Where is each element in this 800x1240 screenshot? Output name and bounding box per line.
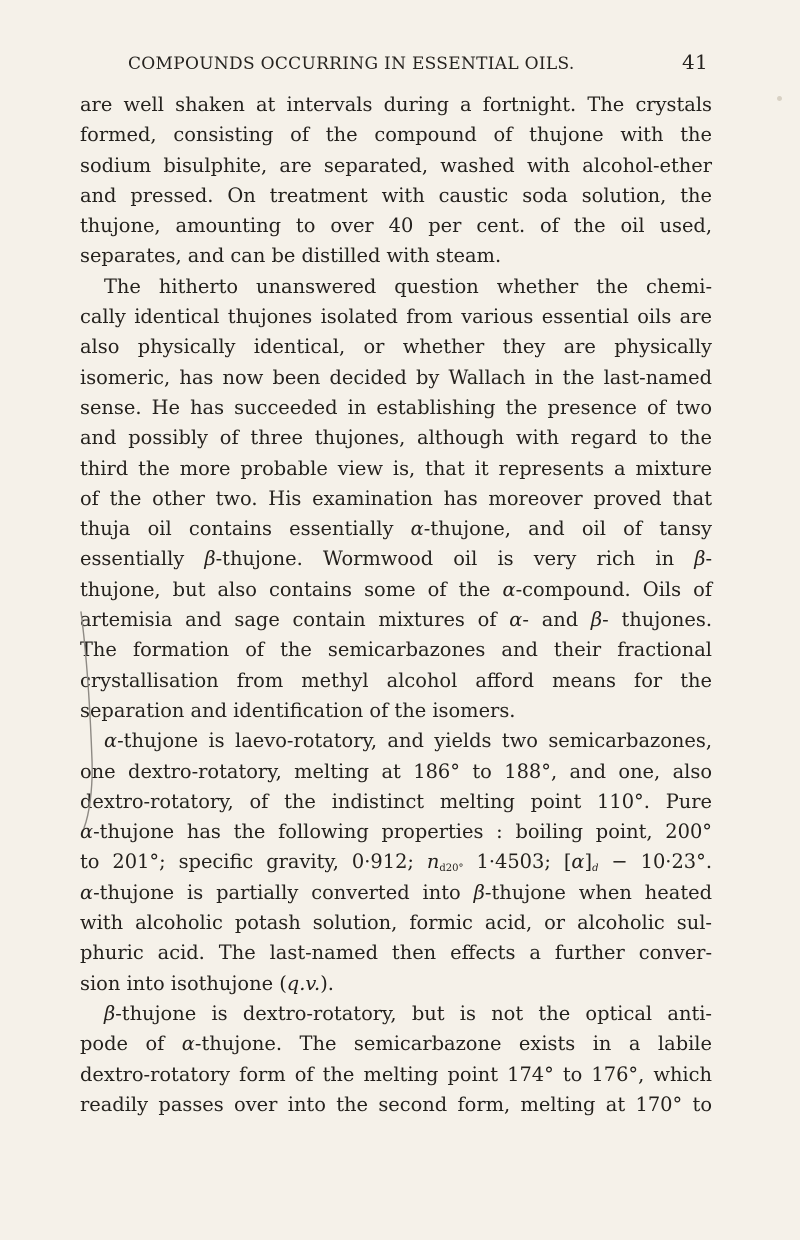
text-line: dextro-rotatory, of the indistinct melting point 110°. Pure: [80, 789, 712, 813]
text-line: third the more probable view is, that it represents a mixture: [80, 456, 712, 480]
text-fragment: -thujone is dextro-rotatory, but is not the optical anti-: [115, 1001, 712, 1025]
text-fragment: -thujone is laevo-rotatory, and yields two semicarbazones,: [117, 729, 712, 753]
text-line-17: [80, 575, 712, 605]
text-line-16: [80, 544, 712, 574]
text-line-32: [80, 1029, 712, 1059]
text-fragment: ).: [320, 971, 334, 995]
text-fragment: to 201°; specific gravity, 0·912;: [80, 850, 427, 874]
greek-beta: β: [590, 608, 603, 632]
greek-alpha: α: [80, 820, 94, 844]
text-fragment: sion into isothujone (: [80, 971, 287, 995]
qv-abbreviation: q.v.: [286, 971, 321, 995]
text-fragment: - and: [522, 608, 591, 632]
text-fragment: -: [705, 547, 712, 571]
paper-speck: [777, 96, 782, 101]
text-line-15: [80, 514, 712, 544]
text-line: isomeric, has now been decided by Wallach in the last-named: [80, 365, 712, 389]
text-line: cally identical thujones isolated from various essential oils are: [80, 305, 712, 329]
text-line: readily passes over into the second form, melting at 170° to: [80, 1092, 712, 1116]
text-line: one dextro-rotatory, melting at 186° to 188°, and one, also: [80, 759, 712, 783]
text-line: are well shaken at intervals during a fortnight. The crystals: [80, 93, 712, 116]
text-line: thujone, amounting to over 40 per cent. of the oil used,: [80, 214, 712, 238]
text-line: separation and identification of the isomers.: [80, 698, 516, 722]
text-line: separates, and can be distilled with steam.: [80, 244, 502, 268]
greek-beta: β: [694, 547, 706, 571]
text-fragment: -thujone has the following properties : boiling point, 200°: [93, 820, 712, 844]
text-fragment: -thujone when heated: [484, 880, 713, 904]
text-fragment: pode of: [80, 1032, 182, 1056]
greek-alpha: α: [410, 517, 424, 541]
text-fragment: 1·4503; [: [463, 850, 572, 874]
greek-beta: β: [104, 1001, 116, 1025]
text-fragment: thujone, but also contains some of the: [80, 577, 503, 601]
text-line: dextro-rotatory form of the melting point 174° to 176°, which: [80, 1062, 712, 1086]
running-head: [128, 50, 708, 74]
text-line: sodium bisulphite, are separated, washed with alcohol-ether: [80, 153, 712, 177]
text-line-30: [80, 969, 712, 999]
text-fragment: -thujone. The semicarbazone exists in a labile: [194, 1032, 712, 1056]
text-fragment: -compound. Oils of: [515, 577, 713, 601]
margin-pencil-mark: [78, 610, 98, 830]
greek-alpha: α: [571, 850, 585, 874]
text-fragment: artemisia and sage contain mixtures of: [80, 608, 510, 632]
text-line: and pressed. On treatment with caustic soda solution, the: [80, 183, 712, 207]
body-text: [80, 90, 712, 1120]
text-fragment: -thujone, and oil of tansy: [423, 517, 712, 541]
text-line-18: [80, 605, 712, 635]
text-line: phuric acid. The last-named then effects a further conver-: [80, 941, 712, 965]
greek-alpha: α: [509, 608, 523, 632]
text-line: crystallisation from methyl alcohol afford means for the: [80, 668, 712, 692]
text-fragment: - thujones.: [602, 608, 712, 632]
text-fragment: essentially: [80, 547, 205, 571]
text-line-25: [80, 817, 712, 847]
greek-beta: β: [204, 547, 216, 571]
greek-alpha: α: [104, 729, 118, 753]
text-fragment: thuja oil contains essentially: [80, 517, 411, 541]
running-title: COMPOUNDS OCCURRING IN ESSENTIAL OILS.: [128, 54, 575, 74]
text-fragment: − 10·23°.: [598, 850, 712, 874]
refractive-index-symbol: n: [426, 850, 440, 874]
text-line-27: [80, 878, 712, 908]
greek-beta: β: [473, 880, 485, 904]
text-line: with alcoholic potash solution, formic acid, or alcoholic sul-: [80, 911, 712, 935]
page-number: 41: [681, 50, 708, 74]
greek-alpha: α: [80, 880, 94, 904]
text-fragment: -thujone. Wormwood oil is very rich in: [215, 547, 695, 571]
rotation-subscript: d: [592, 863, 599, 875]
greek-alpha: α: [181, 1032, 195, 1056]
text-fragment: ]: [584, 850, 593, 874]
text-line: also physically identical, or whether they are physically: [80, 335, 712, 359]
text-fragment: -thujone is partially converted into: [93, 880, 474, 904]
text-line: sense. He has succeeded in establishing the presence of two: [80, 395, 712, 419]
text-line-26: [80, 847, 712, 877]
greek-alpha: α: [502, 577, 516, 601]
text-line: The hitherto unanswered question whether the chemi-: [104, 274, 712, 298]
text-line: and possibly of three thujones, although with regard to the: [80, 426, 712, 450]
text-line: formed, consisting of the compound of thujone with the: [80, 123, 712, 147]
text-line-31: [80, 999, 712, 1029]
text-line: The formation of the semicarbazones and their fractional: [80, 638, 712, 662]
margin-mark-stroke: [81, 612, 92, 828]
text-line-22: [80, 726, 712, 756]
refractive-index-subscript: d20°: [439, 863, 464, 875]
text-line: of the other two. His examination has moreover proved that: [80, 486, 712, 510]
